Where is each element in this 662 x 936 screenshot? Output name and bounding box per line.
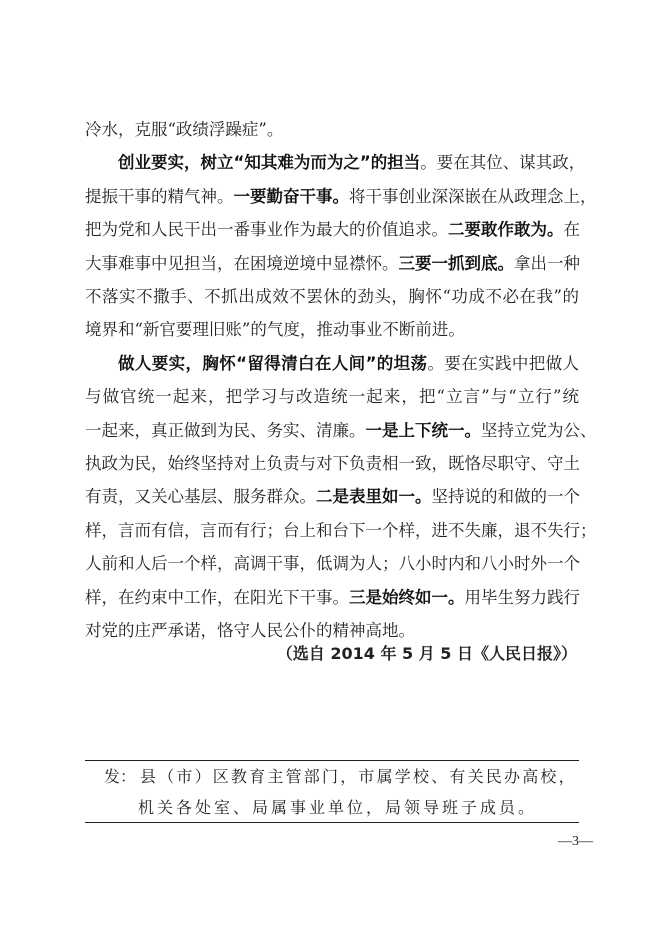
body-text: 把为党和人民干出一番事业作为最大的价值追求。: [85, 220, 448, 240]
bottom-divider: [85, 822, 579, 823]
top-divider: [85, 760, 579, 761]
distribution-label: 发：: [104, 767, 137, 786]
body-text: 与做官统一起来，把学习与改造统一起来，把“立言”与“立行”统: [85, 387, 579, 407]
body-text: 人前和人后一个样，高调干事，低调为人；八小时内和八小时外一个: [85, 554, 580, 574]
body-text: 用毕生努力践行: [464, 587, 580, 607]
bold-heading-text: 做人要实，胸怀“留得清白在人间”的坦荡: [118, 353, 428, 373]
paragraph-line: [85, 520, 597, 541]
bold-heading-text: 创业要实，树立“知其难为而为之”的担当: [118, 153, 421, 173]
paragraph-line: [85, 554, 579, 574]
page-number: —3—: [558, 834, 593, 849]
bold-heading-text: 三是始终如一。: [349, 587, 465, 607]
body-text: 境界和“新官要理旧账”的气度，推动事业不断前进。: [85, 320, 465, 340]
paragraph-line: [85, 254, 579, 274]
body-text: 执政为民，始终坚持对上负责与对下负责相一致，既恪尽职守、守土: [85, 454, 580, 473]
paragraph-line: [85, 220, 579, 240]
body-text: 冷水，克服“政绩浮躁症”。: [85, 120, 284, 139]
body-text: 拿出一种: [514, 253, 580, 273]
paragraph-line: [85, 487, 579, 507]
bold-heading-text: 三要一抓到底。: [398, 253, 514, 273]
bold-heading-text: 一是上下统一。: [365, 420, 481, 440]
paragraph-line: [85, 287, 579, 307]
body-text: 不落实不撒手、不抓出成效不罢休的劲头，胸怀“功成不必在我”的: [85, 287, 579, 306]
body-text: 坚持立党为公、: [481, 420, 597, 440]
body-text: 坚持说的和做的一个: [431, 487, 580, 507]
body-text: 大事难事中见担当，在困境逆境中显襟怀。: [85, 253, 399, 273]
body-text: 在: [563, 220, 580, 240]
body-text: 将干事创业深深嵌在从政理念上，: [349, 186, 597, 206]
body-text: 有责，又关心基层、服务群众。: [85, 487, 316, 507]
bold-heading-text: 一要勤奋干事。: [233, 186, 349, 206]
paragraph-line: [118, 354, 579, 374]
paragraph-line: [85, 387, 579, 407]
bold-heading-text: 二是表里如一。: [316, 487, 432, 507]
paragraph-line: [85, 588, 579, 608]
body-text: 样，言而有信，言而有行；台上和台下一个样，进不失廉，退不失行；: [85, 520, 597, 540]
body-text: 样，在约束中工作，在阳光下干事。: [85, 587, 349, 607]
paragraph-line: [85, 120, 579, 140]
paragraph-line: [85, 186, 597, 207]
body-text: 一起来，真正做到为民、务实、清廉。: [85, 420, 366, 440]
body-text: 对党的庄严承诺，恪守人民公仆的精神高地。: [85, 621, 415, 640]
citation: （选自 2014 年 5 月 5 日《人民日报》）: [276, 644, 577, 663]
body-text: 。要在其位、谋其政，: [420, 153, 586, 173]
distribution-line-1: 县（市）区教育主管部门，市属学校、有关民办高校，: [140, 767, 577, 786]
body-text: 。要在实践中把做人: [427, 353, 579, 373]
bold-heading-text: 二要敢作敢为。: [448, 220, 564, 240]
paragraph-line: [85, 454, 579, 474]
body-text: 提振干事的精气神。: [85, 186, 234, 206]
distribution-line-2: 机关各处室、局属事业单位，局领导班子成员。: [138, 798, 538, 817]
paragraph-line: [85, 420, 597, 441]
paragraph-line: [85, 320, 579, 340]
paragraph-line: [118, 153, 586, 173]
paragraph-line: [85, 621, 579, 641]
